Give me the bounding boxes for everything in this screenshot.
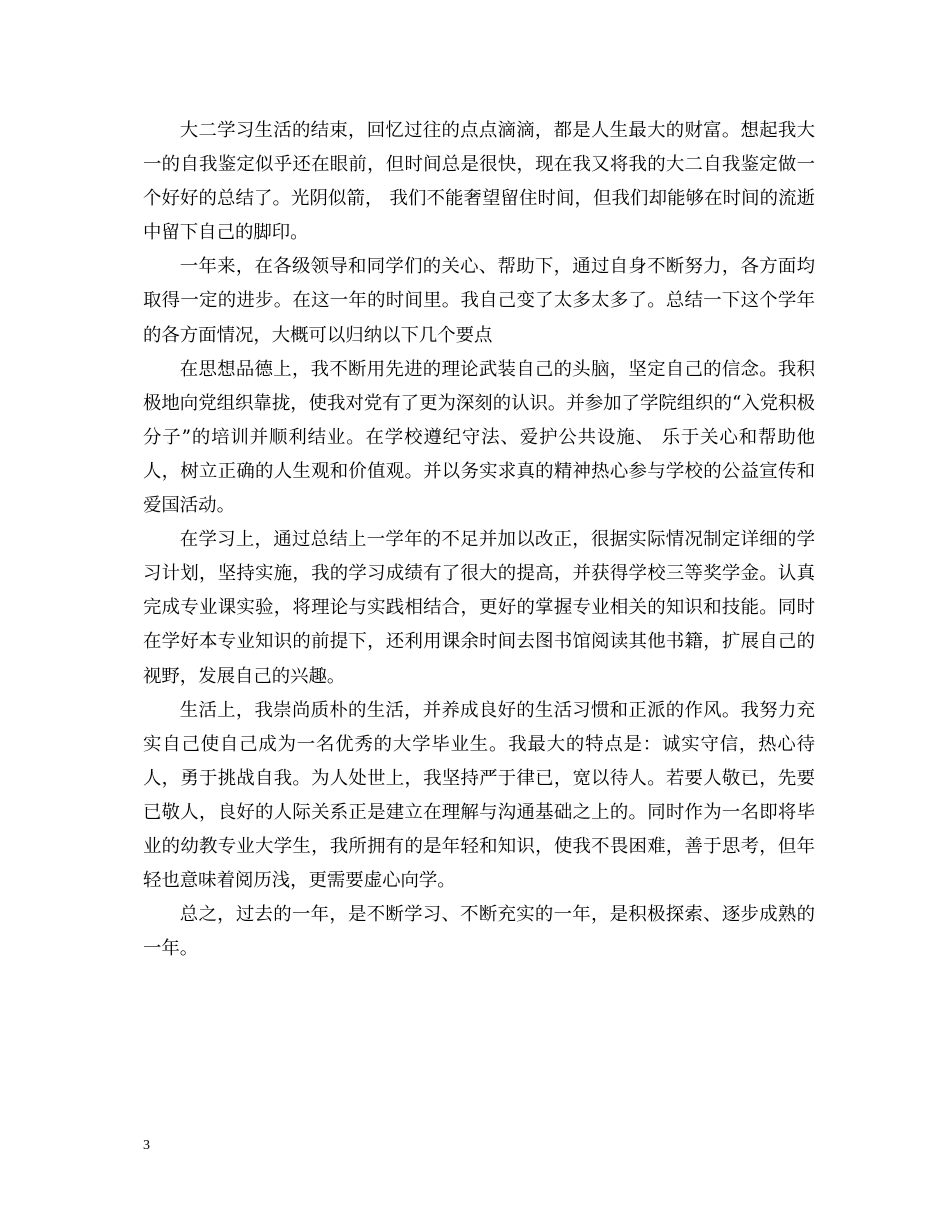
paragraph-conclusion: 总之，过去的一年，是不断学习、不断充实的一年，是积极探索、逐步成熟的一年。 — [143, 904, 815, 960]
paragraph-intro: 大二学习生活的结束，回忆过往的点点滴滴，都是人生最大的财富。想起我大一的自我鉴定似乎还在眼前，但时间总是很快，现在我又将我的大二自我鉴定做一个好好的总结了。光阴似箭， 我们不能奢望留住时间，但我们却能够在时间的流逝中留下自己的脚印。 — [143, 120, 815, 244]
paragraph-life: 生活上，我崇尚质朴的生活，并养成良好的生活习惯和正派的作风。我努力充实自己使自己成为一名优秀的大学毕业生。我最大的特点是：诚实守信，热心待人，勇于挑战自我。为人处世上，我坚持严于律已，宽以待人。若要人敬已，先要已敬人，良好的人际关系正是建立在理解与沟通基础之上的。同时作为一名即将毕业的幼教专业大学生，我所拥有的是年轻和知识，使我不畏困难，善于思考，但年轻也意味着阅历浅，更需要虚心向学。 — [143, 699, 815, 892]
paragraph-overview: 一年来，在各级领导和同学们的关心、帮助下，通过自身不断努力，各方面均取得一定的进步。在这一年的时间里。我自己变了太多太多了。总结一下这个学年的各方面情况，大概可以归纳以下几个要点 — [143, 256, 815, 346]
paragraph-ideology: 在思想品德上，我不断用先进的理论武装自己的头脑，坚定自己的信念。我积极地向党组织靠拢，使我对党有了更为深刻的认识。并参加了学院组织的“入党积极分子”的培训并顺利结业。在学校遵纪守法、爱护公共设施、 乐于关心和帮助他人，树立正确的人生观和价值观。并以务实求真的精神热心参与学校的公益宣传和爱国活动。 — [143, 358, 815, 517]
document-body — [143, 114, 815, 966]
page-number: 3 — [143, 1138, 150, 1153]
paragraph-study: 在学习上，通过总结上一学年的不足并加以改正，很据实际情况制定详细的学习计划，坚持实施，我的学习成绩有了很大的提高，并获得学校三等奖学金。认真完成专业课实验，将理论与实践相结合，更好的掌握专业相关的知识和技能。同时在学好本专业知识的前提下，还利用课余时间去图书馆阅读其他书籍，扩展自己的视野，发展自己的兴趣。 — [143, 529, 815, 687]
